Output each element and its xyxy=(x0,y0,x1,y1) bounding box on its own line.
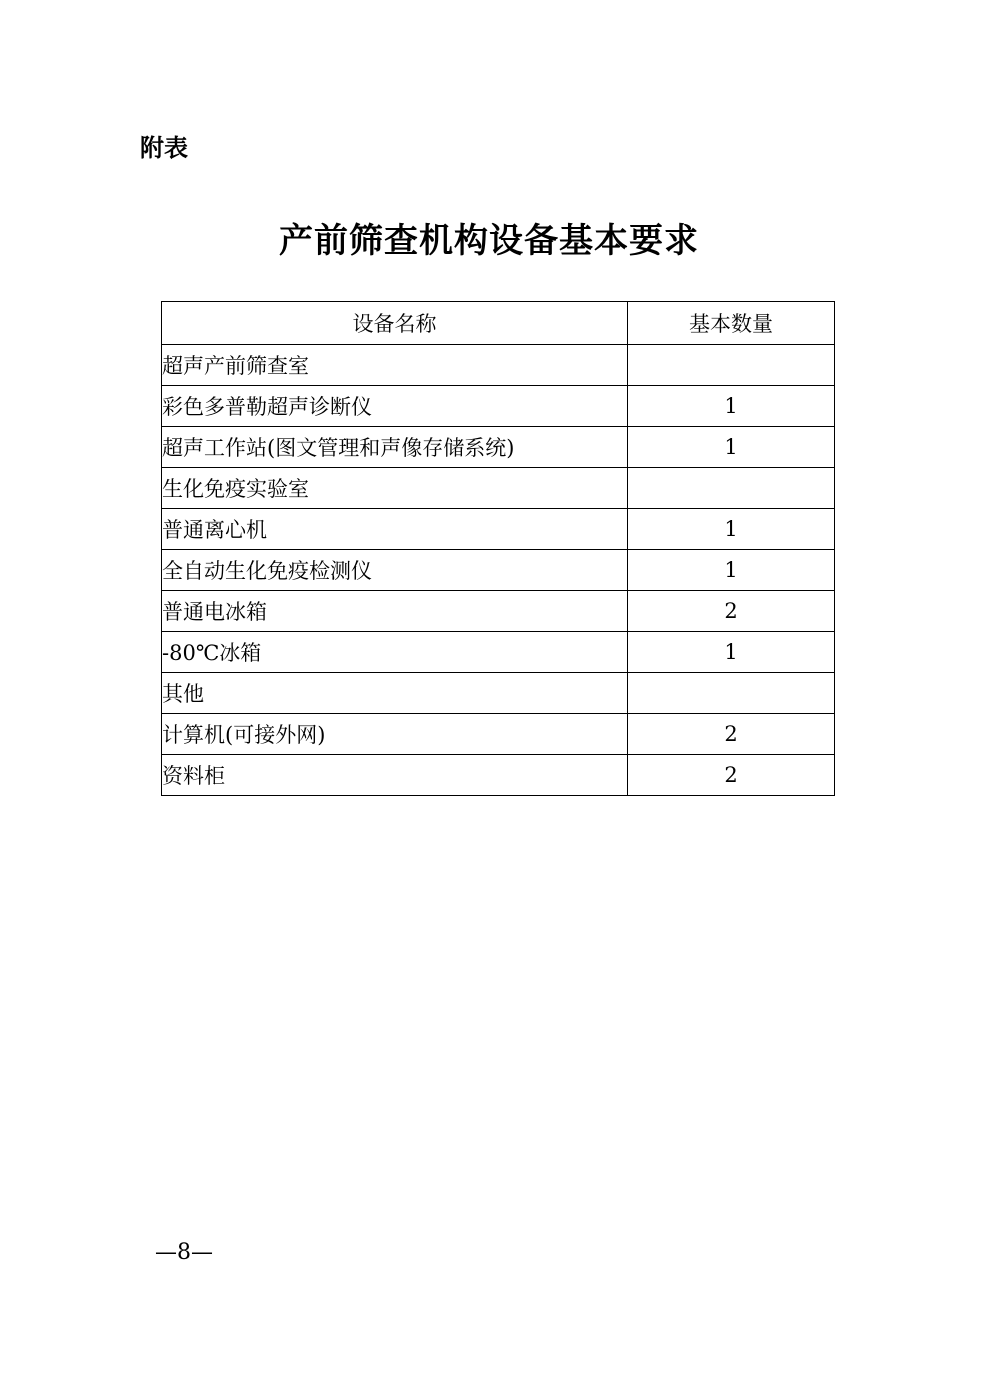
item-name: 计算机(可接外网) xyxy=(162,714,628,755)
item-quantity: 2 xyxy=(628,591,835,632)
item-quantity: 2 xyxy=(628,714,835,755)
item-name: 普通电冰箱 xyxy=(162,591,628,632)
item-name: 超声工作站(图文管理和声像存储系统) xyxy=(162,427,628,468)
table-row xyxy=(162,755,835,796)
item-quantity: 1 xyxy=(628,632,835,673)
header-basic-quantity: 基本数量 xyxy=(628,302,835,345)
category-row xyxy=(162,468,835,509)
item-name: 全自动生化免疫检测仪 xyxy=(162,550,628,591)
category-ultrasound-screening-room: 超声产前筛查室 xyxy=(162,345,628,386)
table-row xyxy=(162,591,835,632)
table-row xyxy=(162,714,835,755)
item-quantity: 1 xyxy=(628,509,835,550)
category-quantity-empty xyxy=(628,673,835,714)
item-name: -80℃冰箱 xyxy=(162,632,628,673)
table-row xyxy=(162,632,835,673)
category-quantity-empty xyxy=(628,468,835,509)
item-quantity: 2 xyxy=(628,755,835,796)
item-quantity: 1 xyxy=(628,427,835,468)
equipment-table xyxy=(161,301,835,796)
page-number: —8— xyxy=(155,1240,213,1265)
table-row xyxy=(162,509,835,550)
item-name: 普通离心机 xyxy=(162,509,628,550)
category-other: 其他 xyxy=(162,673,628,714)
table-header-row xyxy=(162,302,835,345)
item-quantity: 1 xyxy=(628,550,835,591)
item-quantity: 1 xyxy=(628,386,835,427)
item-name: 资料柜 xyxy=(162,755,628,796)
category-row xyxy=(162,345,835,386)
table-row xyxy=(162,550,835,591)
table-row xyxy=(162,427,835,468)
table-row xyxy=(162,386,835,427)
header-equipment-name: 设备名称 xyxy=(162,302,628,345)
document-title: 产前筛查机构设备基本要求 xyxy=(279,221,699,261)
item-name: 彩色多普勒超声诊断仪 xyxy=(162,386,628,427)
category-row xyxy=(162,673,835,714)
appendix-label: 附表 xyxy=(140,134,188,162)
category-biochem-immunology-lab: 生化免疫实验室 xyxy=(162,468,628,509)
category-quantity-empty xyxy=(628,345,835,386)
